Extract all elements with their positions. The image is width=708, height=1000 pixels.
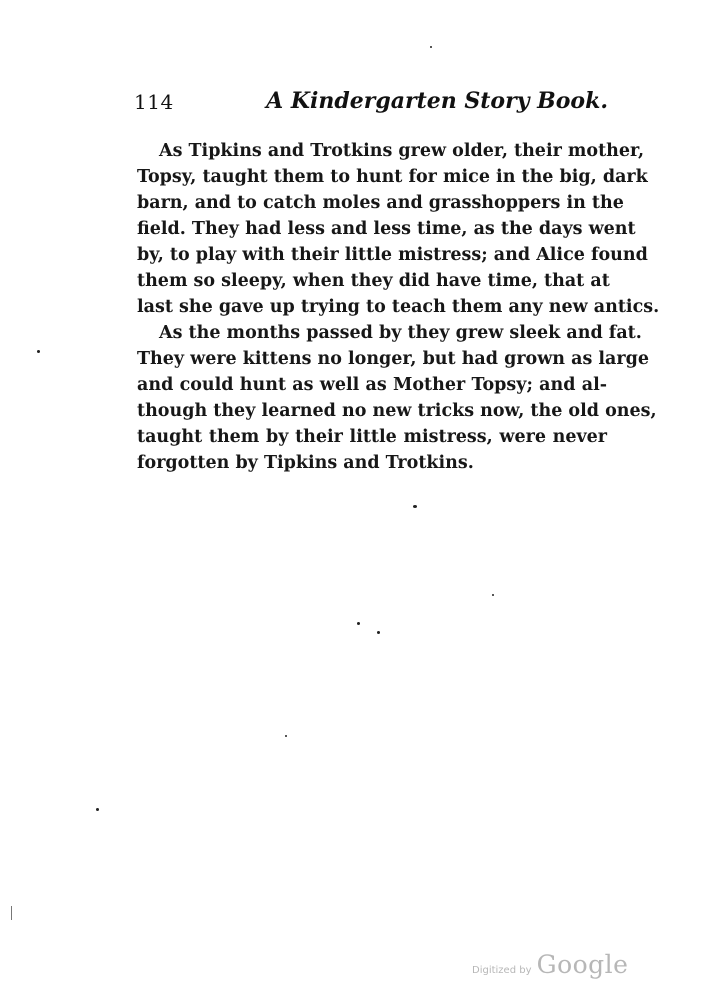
text-line: forgotten by Tipkins and Trotkins. [137,453,474,473]
text-line: by, to play with their little mistress; and Alice found [137,245,648,265]
paragraph-1 [137,138,660,320]
page-number: 114 [134,90,174,114]
text-line: barn, and to catch moles and grasshoppers in the [137,193,624,213]
scan-speck [96,808,99,811]
body-text [137,138,660,476]
text-line: last she gave up trying to teach them any new antics. [137,297,660,317]
scan-speck [11,906,12,920]
running-title: A Kindergarten Story Book. [266,88,608,114]
scan-speck [413,505,417,508]
watermark-prefix: Digitized by [472,965,532,976]
text-line: As the months passed by they grew sleek and fat. [159,323,642,343]
page-header [134,88,608,122]
text-line: and could hunt as well as Mother Topsy; and al- [137,375,607,395]
scan-speck [285,735,287,737]
scan-speck [492,594,494,596]
text-line: As Tipkins and Trotkins grew older, their mother, [159,141,645,161]
digitized-watermark [472,950,629,982]
scan-speck [430,46,432,48]
watermark-brand: Google [536,950,629,979]
text-line: taught them by their little mistress, were never [137,427,607,447]
text-line: them so sleepy, when they did have time, that at [137,271,610,291]
text-line: field. They had less and less time, as the days went [137,219,636,239]
text-line: though they learned no new tricks now, the old ones, [137,401,657,421]
text-line: They were kittens no longer, but had grown as large [137,349,649,369]
scan-speck [357,622,360,625]
text-line: Topsy, taught them to hunt for mice in the big, dark [137,167,648,187]
paragraph-2 [137,320,657,476]
scan-speck [37,350,40,353]
scan-speck [377,631,380,634]
